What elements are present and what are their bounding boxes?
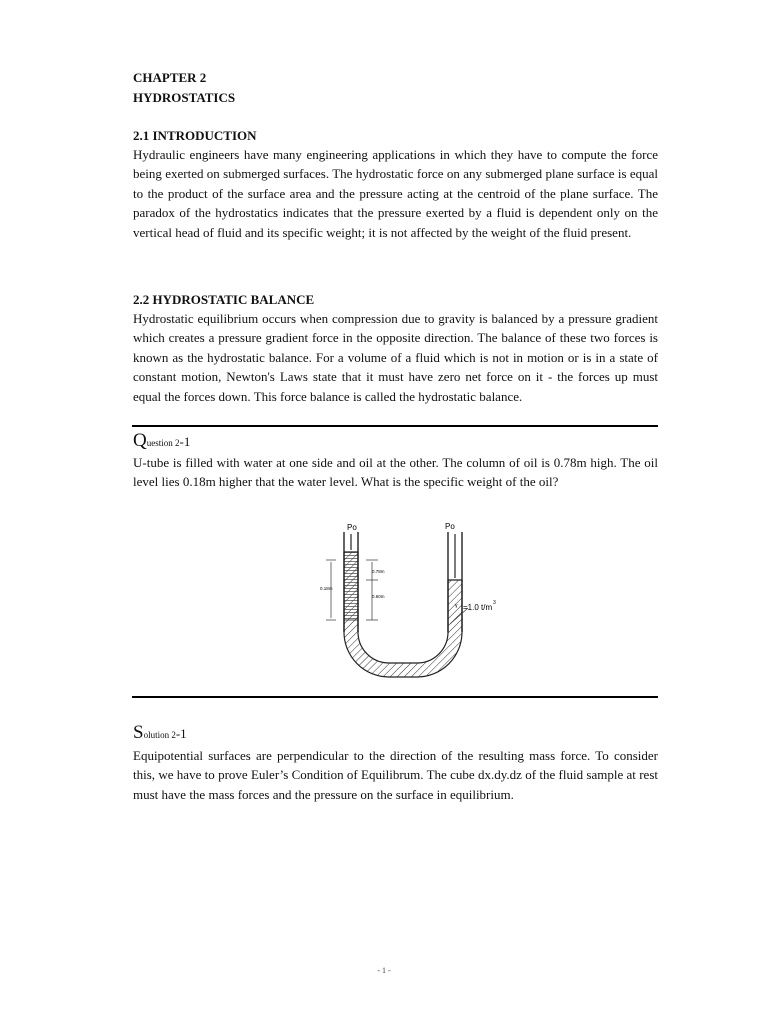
u-tube-wall — [344, 552, 462, 677]
solution-initial: S — [133, 722, 144, 743]
question-initial: Q — [133, 430, 147, 451]
section-heading-introduction: 2.1 INTRODUCTION — [133, 128, 257, 143]
u-tube-figure — [300, 512, 520, 682]
section-body-introduction: Hydraulic engineers have many engineering applications in which they have to compute the force being exerted on submerged surfaces. The hydrostatic force on any submerged plane surface is equal to the product of the surface area and the pressure acting at the centroid of the plane surface. The paradox of the hydrostatics indicates that the pressure exerted by a fluid is dependent only on the vertical head of fluid and its specific weight; it is not affected by the weight of the fluid present. — [133, 147, 658, 240]
solution-number: 2 — [169, 730, 176, 740]
solution-body: Equipotential surfaces are perpendicular to the direction of the resulting mass force. To consider this, we have to prove Euler’s Condition of Equilibrum. The cube dx.dy.dz of the fluid sample at rest must have the mass forces and the pressure on the surface in equilibrium. — [133, 748, 658, 802]
question-suffix: -1 — [179, 434, 191, 449]
question-number: 2 — [172, 438, 180, 448]
question-top-rule — [132, 425, 658, 427]
chapter-number: CHAPTER 2 — [133, 70, 207, 85]
section-body-hydrostatic-balance: Hydrostatic equilibrium occurs when compression due to gravity is balanced by a pressure gradient which creates a pressure gradient force in the opposite direction. The balance of these two forces is known as the hydrostatic balance. For a volume of a fluid which is not in motion or is in a state of constant motion, Newton's Laws state that it must have zero net force on it - the forces up must equal the forces down. This force balance is called the hydrostatic balance. — [133, 311, 658, 404]
chapter-title: HYDROSTATICS — [133, 90, 236, 105]
solution-suffix: -1 — [175, 726, 187, 741]
solution-word: olution — [143, 730, 170, 740]
gamma-symbol: γ — [455, 603, 458, 609]
solution-heading — [133, 722, 187, 744]
oil-column — [344, 552, 358, 620]
question-word: uestion — [146, 438, 173, 448]
question-heading — [133, 430, 190, 452]
page-number: - 1 - — [377, 966, 391, 975]
label-0.78m: 0.78m — [372, 569, 385, 574]
section-heading-hydrostatic-balance: 2.2 HYDROSTATIC BALANCE — [133, 292, 315, 307]
right-p0-label: Po — [445, 522, 455, 531]
question-body: U-tube is filled with water at one side and oil at the other. The column of oil is 0.78m high. The oil level lies 0.18m higher that the water level. What is the specific weight of the oil? — [133, 455, 658, 490]
gamma-label: =1.0 t/m — [463, 603, 493, 612]
label-0.18m: 0.18m — [320, 586, 333, 591]
question-bottom-rule — [132, 696, 658, 698]
left-p0-label: Po — [347, 523, 357, 532]
gamma-exponent: 3 — [493, 600, 496, 606]
label-0.60m: 0.60m — [372, 594, 385, 599]
